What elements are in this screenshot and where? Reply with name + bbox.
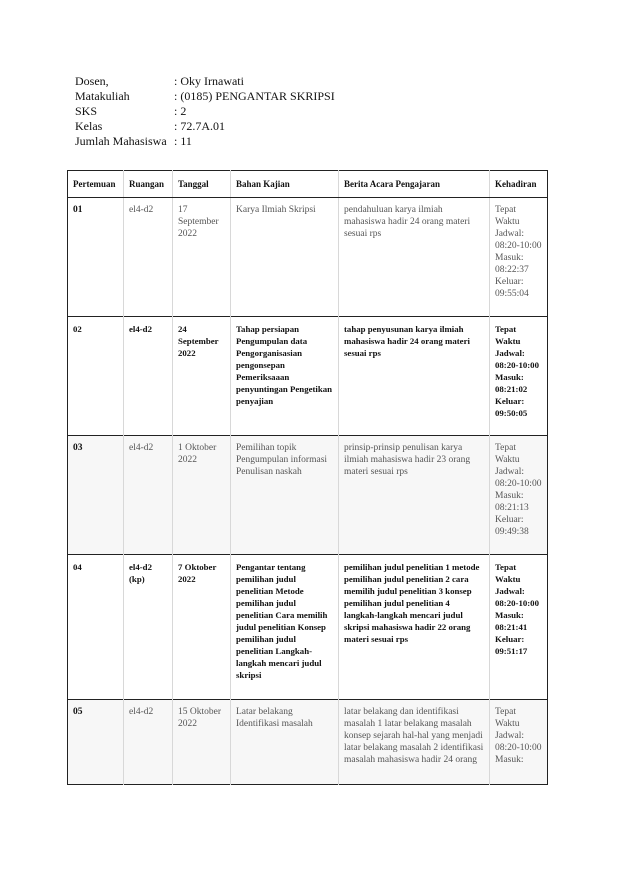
info-value: : 72.7A.01 — [174, 119, 225, 133]
cell-pertemuan: 02 — [68, 317, 124, 436]
cell-pertemuan: 03 — [68, 436, 124, 555]
cell-kehadiran: Tepat Waktu Jadwal: 08:20-10:00 Masuk: 08:21:13 Keluar: 09:49:38 — [490, 436, 548, 555]
cell-bahan-kajian: Karya Ilmiah Skripsi — [231, 198, 339, 317]
cell-berita-acara: latar belakang dan identifikasi masalah 1 latar belakang masalah konsep sejarah hal-hal yang menjadi latar belakang masalah 2 identifikasi masalah mahasiswa hadir 24 orang — [339, 700, 490, 785]
cell-bahan-kajian: Pengantar tentang pemilihan judul penelitian Metode pemilihan judul penelitian Cara memilih judul penelitian Konsep pemilihan judul penelitian Langkah-langkah mencari judul skripsi — [231, 555, 339, 700]
cell-kehadiran: Tepat Waktu Jadwal: 08:20-10:00 Masuk: — [490, 700, 548, 785]
info-label: Kelas — [75, 119, 103, 133]
cell-tanggal: 1 Oktober 2022 — [173, 436, 231, 555]
table-row — [68, 198, 548, 317]
info-row-jumlah-mahasiswa — [75, 134, 335, 149]
info-row-kelas — [75, 119, 335, 134]
info-label: SKS — [75, 104, 98, 118]
attendance-table-wrap — [67, 170, 547, 785]
cell-bahan-kajian: Pemilihan topik Pengumpulan informasi Penulisan naskah — [231, 436, 339, 555]
cell-ruangan: el4-d2 (kp) — [124, 555, 173, 700]
info-row-matakuliah — [75, 89, 335, 104]
attendance-table — [67, 170, 548, 785]
info-label: Matakuliah — [75, 89, 130, 103]
cell-ruangan: el4-d2 — [124, 700, 173, 785]
info-label: Jumlah Mahasiswa — [75, 134, 167, 148]
column-header: Tanggal — [173, 171, 231, 198]
cell-pertemuan: 01 — [68, 198, 124, 317]
table-row — [68, 700, 548, 785]
column-header: Bahan Kajian — [231, 171, 339, 198]
cell-berita-acara: prinsip-prinsip penulisan karya ilmiah mahasiswa hadir 23 orang materi sesuai rps — [339, 436, 490, 555]
cell-bahan-kajian: Latar belakang Identifikasi masalah — [231, 700, 339, 785]
cell-ruangan: el4-d2 — [124, 317, 173, 436]
cell-ruangan: el4-d2 — [124, 436, 173, 555]
info-value: : Oky Irnawati — [174, 74, 244, 88]
cell-tanggal: 17 September 2022 — [173, 198, 231, 317]
info-value: : 11 — [174, 134, 192, 148]
info-value: : 2 — [174, 104, 187, 118]
cell-tanggal: 15 Oktober 2022 — [173, 700, 231, 785]
cell-berita-acara: tahap penyusunan karya ilmiah mahasiswa hadir 24 orang materi sesuai rps — [339, 317, 490, 436]
cell-kehadiran: Tepat Waktu Jadwal: 08:20-10:00 Masuk: 08:22:37 Keluar: 09:55:04 — [490, 198, 548, 317]
cell-tanggal: 7 Oktober 2022 — [173, 555, 231, 700]
table-row — [68, 317, 548, 436]
course-info — [75, 74, 335, 149]
cell-bahan-kajian: Tahap persiapan Pengumpulan data Pengorganisasian pengonsepan Pemeriksaaan penyuntingan Pengetikan penyajian — [231, 317, 339, 436]
cell-pertemuan: 04 — [68, 555, 124, 700]
cell-ruangan: el4-d2 — [124, 198, 173, 317]
column-header: Pertemuan — [68, 171, 124, 198]
cell-kehadiran: Tepat Waktu Jadwal: 08:20-10:00 Masuk: 08:21:41 Keluar: 09:51:17 — [490, 555, 548, 700]
cell-berita-acara: pemilihan judul penelitian 1 metode pemilihan judul penelitian 2 cara memilih judul penelitian 3 konsep pemilihan judul penelitian 4 langkah-langkah mencari judul skripsi mahasiswa hadir 22 orang materi sesuai rps — [339, 555, 490, 700]
info-row-sks — [75, 104, 335, 119]
table-row — [68, 555, 548, 700]
column-header: Berita Acara Pengajaran — [339, 171, 490, 198]
cell-tanggal: 24 September 2022 — [173, 317, 231, 436]
cell-kehadiran: Tepat Waktu Jadwal: 08:20-10:00 Masuk: 08:21:02 Keluar: 09:50:05 — [490, 317, 548, 436]
column-header: Kehadiran — [490, 171, 548, 198]
table-header-row — [68, 171, 548, 198]
info-value: : (0185) PENGANTAR SKRIPSI — [174, 89, 335, 103]
info-row-dosen — [75, 74, 335, 89]
cell-pertemuan: 05 — [68, 700, 124, 785]
table-row — [68, 436, 548, 555]
info-label: Dosen, — [75, 74, 109, 88]
column-header: Ruangan — [124, 171, 173, 198]
cell-berita-acara: pendahuluan karya ilmiah mahasiswa hadir 24 orang materi sesuai rps — [339, 198, 490, 317]
